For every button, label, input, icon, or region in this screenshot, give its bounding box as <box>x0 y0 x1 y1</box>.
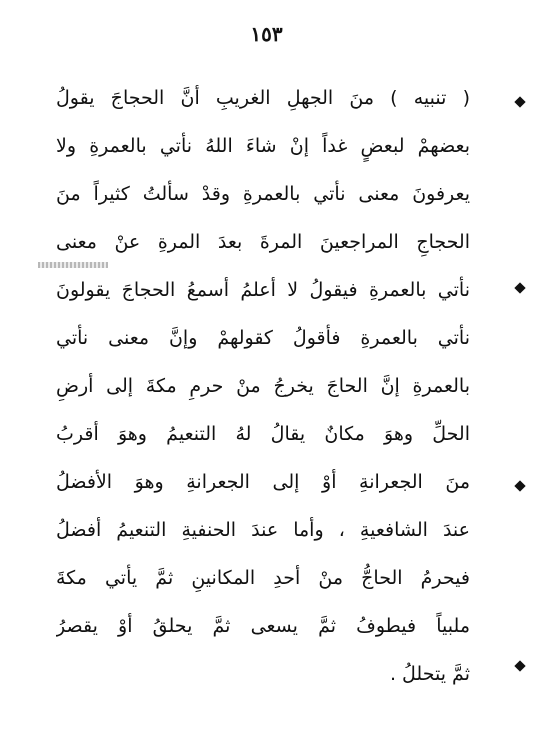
text-line: منَ الجعرانةِ أوْ إلى الجعرانةِ وهوَ الأفضلُ <box>56 471 470 493</box>
text-line: نأتي بالعمرةِ فيقولُ لا أعلمُ أسمعُ الحجاجَ يقولونَ <box>56 279 470 301</box>
margin-mark-icon <box>514 480 525 491</box>
text-line: يعرفونَ معنى نأتي بالعمرةِ وقدْ سألتُ كثيراً منَ <box>56 183 470 205</box>
margin-mark-icon <box>514 282 525 293</box>
text-line: ملبياً فيطوفُ ثمَّ يسعى ثمَّ يحلقُ أوْ يقصرُ <box>56 615 470 637</box>
scan-smudge <box>38 262 108 268</box>
text-line: عندَ الشافعيةِ ، وأما عندَ الحنفيةِ التنعيمُ أفضلُ <box>56 519 470 541</box>
text-line: فيحرمُ الحاجُّ منْ أحدِ المكانينِ ثمَّ يأتي مكةَ <box>56 567 470 589</box>
text-line: ( تنبيه ) منَ الجهلِ الغريبِ أنَّ الحجاجَ يقولُ <box>56 87 470 109</box>
text-line: بالعمرةِ إنَّ الحاجَ يخرجُ منْ حرمِ مكةَ إلى أرضِ <box>56 375 470 397</box>
text-line: الحجاجِ المراجعينَ المرةَ بعدَ المرةِ عنْ معنى <box>56 231 470 253</box>
text-block <box>56 74 470 698</box>
text-line: نأتي بالعمرةِ فأقولُ كقولهمْ وإنَّ معنى نأتي <box>56 327 470 349</box>
text-line: ثمَّ يتحللُ . <box>389 663 470 685</box>
page-number: ١٥٣ <box>250 22 283 46</box>
margin-mark-icon <box>514 660 525 671</box>
margin-mark-icon <box>514 96 525 107</box>
text-line: الحلِّ وهوَ مكانٌ يقالُ لهُ التنعيمُ وهوَ أقربُ <box>56 423 470 445</box>
text-line: بعضهمْ لبعضٍ غداً إنْ شاءَ اللهُ نأتي بالعمرةِ ولا <box>56 135 470 157</box>
